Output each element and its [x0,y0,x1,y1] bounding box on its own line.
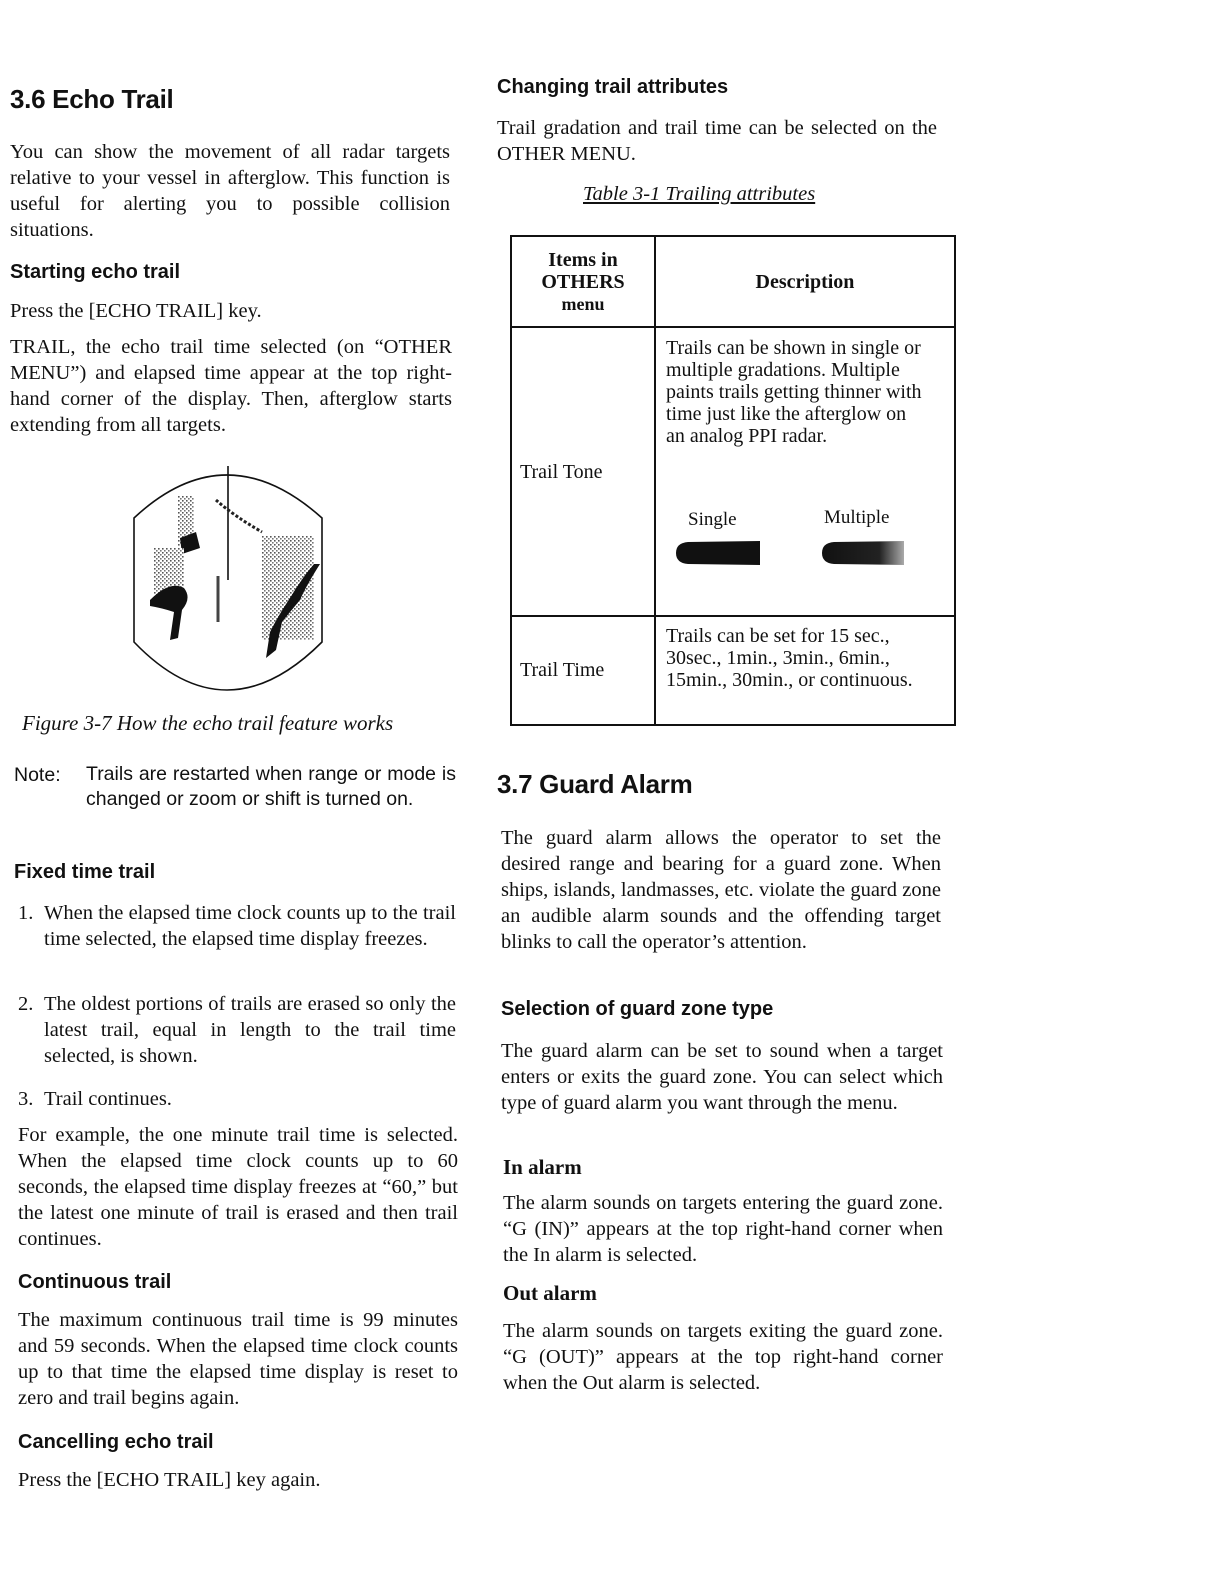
row-trail-time-description: Trails can be set for 15 sec., 30sec., 1min., 3min., 6min., 15min., 30min., or continuous. [666,625,913,691]
section-title-echo-trail: 3.6 Echo Trail [10,84,174,114]
header-items-line-1: Items in [548,249,618,271]
section-title-guard-alarm: 3.7 Guard Alarm [497,769,693,799]
cancelling-echo-trail-heading: Cancelling echo trail [18,1431,214,1453]
note-label: Note: [14,764,61,786]
table-row-divider [512,615,954,617]
table-header-divider [512,326,954,328]
starting-paragraph-1: Press the [ECHO TRAIL] key. [10,300,262,322]
fixed-time-trail-heading: Fixed time trail [14,861,156,883]
single-label: Single [688,509,737,530]
list-item-number: 1. [18,902,34,924]
table-column-divider [654,237,656,724]
continuous-trail-heading: Continuous trail [18,1271,172,1293]
table-header-description: Description [755,271,855,293]
row-trail-time-item: Trail Time [520,659,605,681]
figure-caption: Figure 3-7 How the echo trail feature works [22,711,394,735]
guard-alarm-intro: The guard alarm allows the operator to set the desired range and bearing for a guard zone. When ships, islands, landmasses, etc. violate the guard zone an audible alarm sounds and the offending target blinks to call the operator’s attention. [501,827,941,953]
list-item-text: The oldest portions of trails are erased so only the latest trail, equal in length to the trail time selected, is shown. [44,993,456,1067]
multiple-label: Multiple [824,507,890,528]
list-item-text: Trail continues. [44,1088,172,1110]
in-alarm-heading: In alarm [503,1155,582,1179]
multiple-trail-sample [822,541,904,565]
selection-paragraph: The guard alarm can be set to sound when a target enters or exits the guard zone. You can select which type of guard alarm you want through the menu. [501,1040,943,1114]
list-item-text: When the elapsed time clock counts up to the trail time selected, the elapsed time display freezes. [44,902,456,950]
row-trail-tone-item: Trail Tone [520,461,603,483]
starting-paragraph-2: TRAIL, the echo trail time selected (on “OTHER MENU”) and elapsed time appear at the top right-hand corner of the display. Then, afterglow starts extending from all targets. [10,336,452,436]
list-item-number: 3. [18,1088,34,1110]
echo-trail-figure [130,460,330,710]
header-items-line-3: menu [561,294,605,314]
list-item-number: 2. [18,993,34,1015]
out-alarm-paragraph: The alarm sounds on targets exiting the guard zone. “G (OUT)” appears at the top right-hand corner when the Out alarm is selected. [503,1320,943,1394]
header-items-line-2: OTHERS [541,271,625,293]
table-caption: Table 3-1 Trailing attributes [583,183,816,205]
note-text: Trails are restarted when range or mode is changed or zoom or shift is turned on. [86,763,456,810]
row-trail-tone-description: Trails can be shown in single or multiple gradations. Multiple paints trails getting thinner with time just like the afterglow on an analog PPI radar. [666,337,922,447]
fixed-example-paragraph: For example, the one minute trail time is selected. When the elapsed time clock counts up to 60 seconds, the elapsed time display freezes at “60,” but the latest one minute of trail is erased and then trail continues. [18,1124,458,1250]
selection-of-guard-zone-type-heading: Selection of guard zone type [501,998,774,1020]
starting-echo-trail-heading: Starting echo trail [10,261,181,283]
trail-tone-samples [666,537,926,569]
trailing-attributes-table [510,235,956,726]
trail-right [262,536,314,640]
cancelling-paragraph: Press the [ECHO TRAIL] key again. [18,1469,321,1491]
echo-trail-intro: You can show the movement of all radar targets relative to your vessel in afterglow. This function is useful for alerting you to possible collision situations. [10,141,450,241]
continuous-trail-paragraph: The maximum continuous trail time is 99 minutes and 59 seconds. When the elapsed time clock counts up to that time the elapsed time display is reset to zero and trail begins again. [18,1309,458,1409]
changing-trail-paragraph: Trail gradation and trail time can be selected on the OTHER MENU. [497,117,937,165]
out-alarm-heading: Out alarm [503,1281,597,1305]
changing-trail-attributes-heading: Changing trail attributes [497,76,729,98]
in-alarm-paragraph: The alarm sounds on targets entering the guard zone. “G (IN)” appears at the top right-hand corner when the In alarm is selected. [503,1192,943,1266]
single-trail-sample [676,541,760,565]
table-header-items [512,249,654,315]
